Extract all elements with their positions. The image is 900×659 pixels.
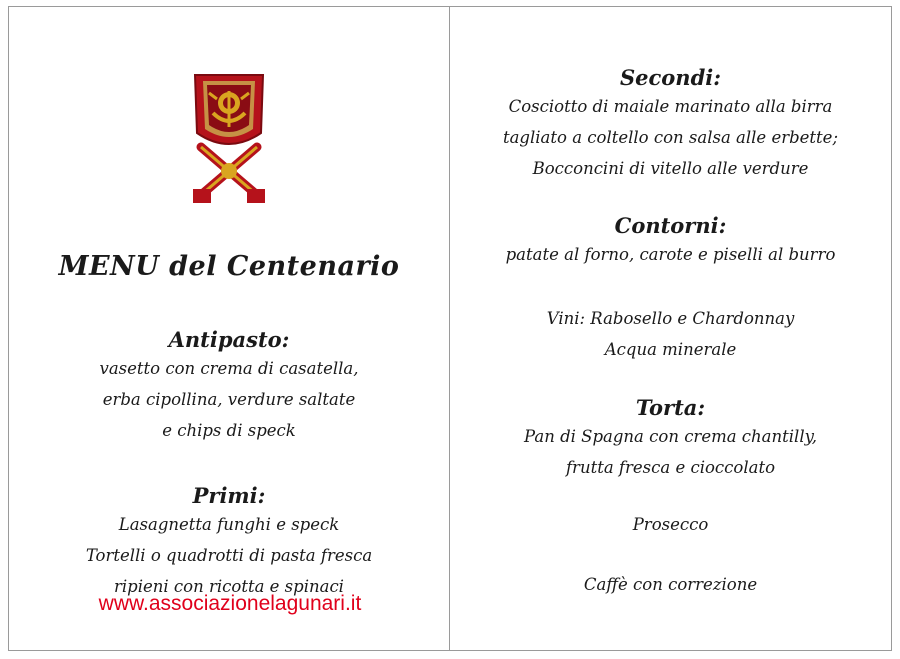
antipasto-section xyxy=(9,327,449,446)
secondi-section xyxy=(450,65,891,184)
torta-line: frutta fresca e cioccolato xyxy=(565,458,776,477)
contorni-line: patate al forno, carote e piselli al burro xyxy=(505,245,836,264)
left-page xyxy=(9,7,449,650)
caffe-section xyxy=(450,569,891,600)
menu-card xyxy=(8,6,892,651)
prosecco-line: Prosecco xyxy=(632,515,709,534)
prosecco-section xyxy=(450,509,891,540)
primi-heading: Primi: xyxy=(192,483,266,508)
secondi-heading: Secondi: xyxy=(619,65,721,90)
antipasto-line: vasetto con crema di casatella, xyxy=(99,359,359,378)
antipasto-line: erba cipollina, verdure saltate xyxy=(102,390,356,409)
torta-heading: Torta: xyxy=(635,395,706,420)
drinks-line: Acqua minerale xyxy=(604,340,737,359)
contorni-heading: Contorni: xyxy=(614,213,727,238)
primi-line: Lasagnetta funghi e speck xyxy=(118,515,340,534)
lagunari-crest-icon xyxy=(189,69,269,207)
menu-title: MENU del Centenario xyxy=(58,251,400,282)
caffe-line: Caffè con correzione xyxy=(583,575,758,594)
drinks-line: Vini: Rabosello e Chardonnay xyxy=(546,309,795,328)
secondi-line: tagliato a coltello con salsa alle erbette; xyxy=(502,128,839,147)
secondi-line: Cosciotto di maiale marinato alla birra xyxy=(508,97,833,116)
right-page xyxy=(450,7,891,650)
secondi-line: Bocconcini di vitello alle verdure xyxy=(532,159,809,178)
contorni-section xyxy=(450,213,891,270)
primi-section xyxy=(9,483,449,602)
antipasto-line: e chips di speck xyxy=(162,421,296,440)
primi-line: Tortelli o quadrotti di pasta fresca xyxy=(85,546,373,565)
website-watermark: www.associazionelagunari.it xyxy=(98,592,362,615)
antipasto-heading: Antipasto: xyxy=(168,327,290,352)
torta-section xyxy=(450,395,891,483)
torta-line: Pan di Spagna con crema chantilly, xyxy=(524,427,817,446)
drinks-section xyxy=(450,303,891,365)
primi-line: ripieni con ricotta e spinaci xyxy=(114,577,344,596)
